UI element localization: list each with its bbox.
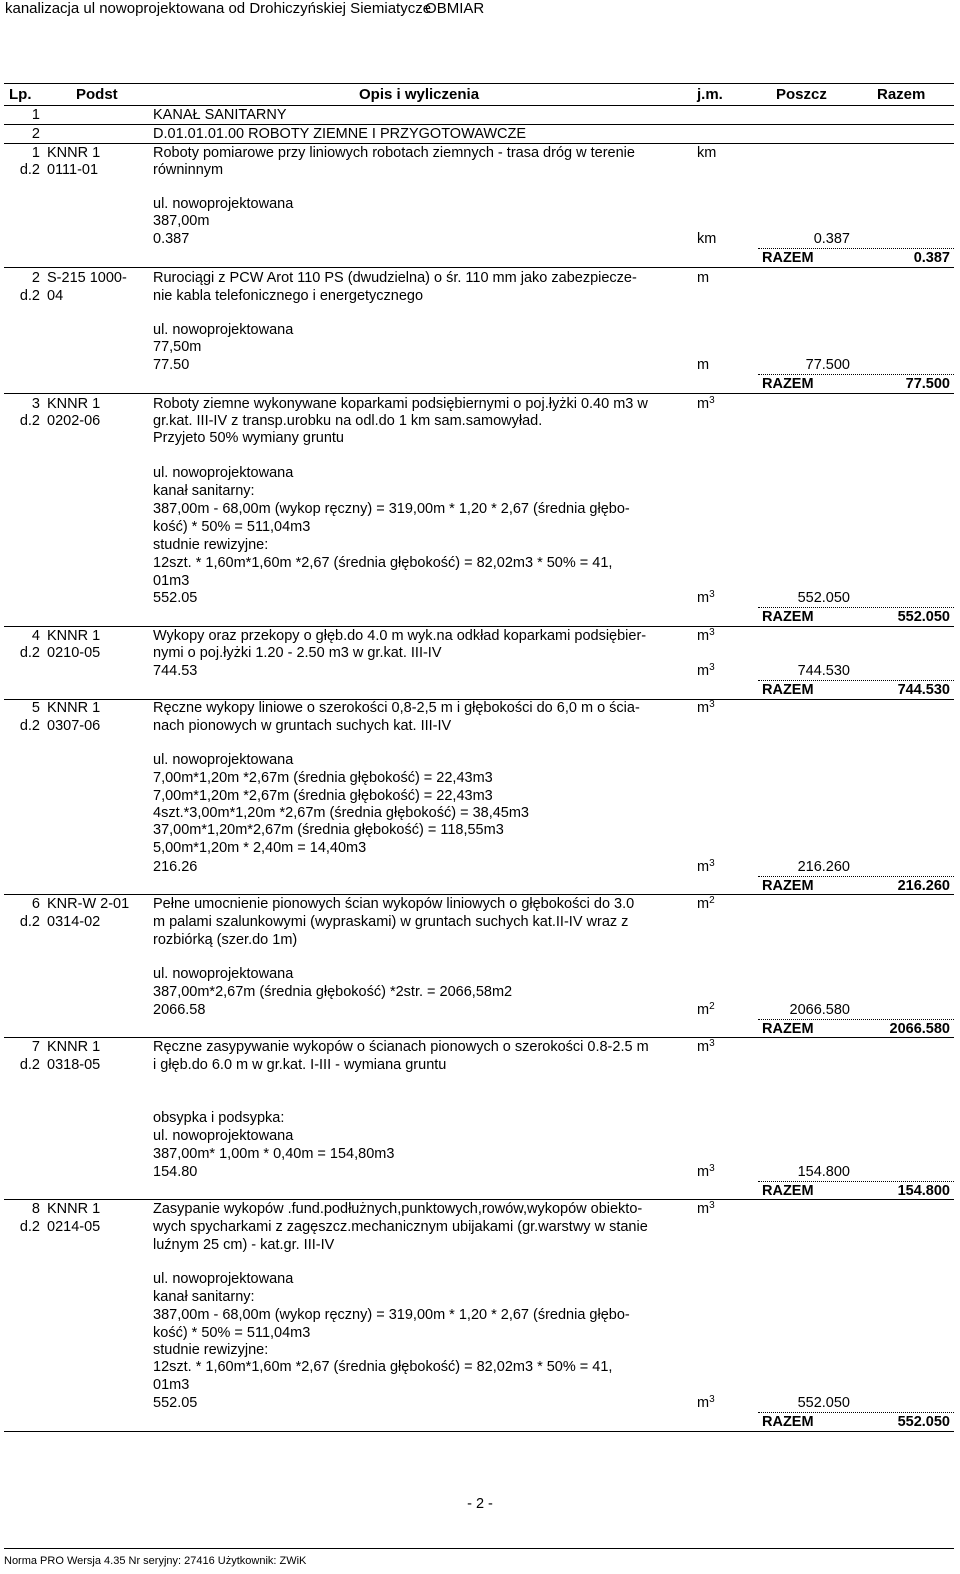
document-title xyxy=(5,0,484,17)
item-jm-unit: m xyxy=(697,628,710,644)
item-lp: 1 xyxy=(31,145,40,161)
item-desc-line: nie kabla telefonicznego i energetycznego xyxy=(153,288,424,304)
footer-rule xyxy=(4,1548,954,1549)
document-title-obmiar: OBMIAR xyxy=(425,0,485,17)
item-desc-line: Ręczne zasypywanie wykopów o ścianach pionowych o szerokości 0.8-2.5 m xyxy=(153,1039,649,1055)
item-jm-exp: 3 xyxy=(709,699,715,710)
item-calc-line: studnie rewizyjne: xyxy=(153,537,269,553)
item-jm xyxy=(697,396,715,413)
item-sum-unit-exp: 2 xyxy=(709,1001,715,1012)
item-desc-line: i głęb.do 6.0 m w gr.kat. I-III - wymiana gruntu xyxy=(153,1057,447,1073)
item-desc-line: Pełne umocnienie pionowych ścian wykopów liniowych o głębokości do 3.0 xyxy=(153,896,635,912)
item-lp-sub: d.2 xyxy=(19,1057,40,1073)
header-razem: Razem xyxy=(877,86,926,103)
item-poszcz: 744.530 xyxy=(797,663,850,679)
item-lp-sub: d.2 xyxy=(19,162,40,178)
item-calc-line: ul. nowoprojektowana xyxy=(153,465,294,481)
item-desc-line: nach pionowych w gruntach suchych kat. III-IV xyxy=(153,718,452,734)
item-desc-line: Wykopy oraz przekopy o głęb.do 4.0 m wyk.na odkład koparkami podsiębier- xyxy=(153,628,647,644)
item-podst-code: 0214-05 xyxy=(47,1219,101,1235)
row-rule xyxy=(4,267,954,268)
item-podst: KNNR 1 xyxy=(47,700,101,716)
item-sum-value: 744.53 xyxy=(153,663,198,679)
row-rule xyxy=(4,124,954,125)
header-opis: Opis i wyliczenia xyxy=(359,86,480,103)
item-calc-line: 7,00m*1,20m *2,67m (średnia głębokość) = 22,43m3 xyxy=(153,788,493,804)
item-desc-line: Zasypanie wykopów .fund.podłużnych,punktowych,rowów,wykopów obiekto- xyxy=(153,1201,643,1217)
item-desc-line: Rurociągi z PCW Arot 110 PS (dwudzielna) o śr. 110 mm jako zabezpiecze- xyxy=(153,270,637,286)
item-desc-line: gr.kat. III-IV z transp.urobku na odl.do 1 km sam.samowyład. xyxy=(153,413,543,429)
item-calc-line: studnie rewizyjne: xyxy=(153,1342,269,1358)
razem-value: 2066.580 xyxy=(889,1021,950,1037)
razem-value: 552.050 xyxy=(897,609,950,625)
razem-separator xyxy=(758,1019,954,1020)
item-podst-code: 0202-06 xyxy=(47,413,101,429)
item-lp: 4 xyxy=(31,628,40,644)
item-sum-unit-m: m xyxy=(697,1164,710,1180)
item-calc-line: 5,00m*1,20m * 2,40m = 14,40m3 xyxy=(153,840,367,856)
item-jm xyxy=(697,1201,715,1218)
item-lp-sub: d.2 xyxy=(19,1219,40,1235)
razem-label: RAZEM xyxy=(762,609,814,625)
item-jm-exp: 3 xyxy=(709,1038,715,1049)
item-sum-unit-exp: 3 xyxy=(709,858,715,869)
item-sum-unit xyxy=(697,590,715,607)
razem-value: 0.387 xyxy=(913,250,950,266)
item-jm-exp: 3 xyxy=(709,627,715,638)
header-top-rule xyxy=(4,83,954,84)
item-sum-value: 2066.58 xyxy=(153,1002,206,1018)
item-podst: KNNR 1 xyxy=(47,628,101,644)
item-jm-unit: m xyxy=(697,1039,710,1055)
item-jm-unit: m xyxy=(697,396,710,412)
item-jm-unit: m xyxy=(697,896,710,912)
item-calc-line: ul. nowoprojektowana xyxy=(153,1271,294,1287)
item-desc-line: równinnym xyxy=(153,162,224,178)
item-lp: 7 xyxy=(31,1039,40,1055)
item-calc-line: kość) * 50% = 511,04m3 xyxy=(153,519,311,535)
item-sum-unit-exp: 3 xyxy=(709,589,715,600)
item-lp: 2 xyxy=(31,270,40,286)
item-calc-line: kanał sanitarny: xyxy=(153,1289,255,1305)
razem-separator xyxy=(758,680,954,681)
row-rule xyxy=(4,143,954,144)
item-sum-unit-m: m xyxy=(697,859,710,875)
item-poszcz: 77.500 xyxy=(805,357,850,373)
item-sum-unit: m xyxy=(697,357,710,373)
row-rule xyxy=(4,1431,954,1432)
item-desc-line: Ręczne wykopy liniowe o szerokości 0,8-2,5 m i głębokości do 6,0 m o ścia- xyxy=(153,700,640,716)
razem-label: RAZEM xyxy=(762,1021,814,1037)
item-desc-line: rozbiórką (szer.do 1m) xyxy=(153,932,298,948)
item-lp: 6 xyxy=(31,896,40,912)
item-podst: S-215 1000- xyxy=(47,270,127,286)
item-sum-value: 0.387 xyxy=(153,231,190,247)
item-poszcz: 154.800 xyxy=(797,1164,850,1180)
item-sum-unit-m: m xyxy=(697,663,710,679)
item-sum-unit-m: m xyxy=(697,1002,710,1018)
item-calc-line: 7,00m*1,20m *2,67m (średnia głębokość) = 22,43m3 xyxy=(153,770,493,786)
item-sum-unit-exp: 3 xyxy=(709,1163,715,1174)
item-calc-line: 387,00m - 68,00m (wykop ręczny) = 319,00m * 1,20 * 2,67 (średnia głębo- xyxy=(153,1307,630,1323)
razem-label: RAZEM xyxy=(762,1183,814,1199)
item-desc-line: nymi o poj.łyżki 1.20 - 2.50 m3 w gr.kat. III-IV xyxy=(153,645,442,661)
item-calc-line: 12szt. * 1,60m*1,60m *2,67 (średnia głębokość) = 82,02m3 * 50% = 41, xyxy=(153,1359,613,1375)
item-podst-code: 0314-02 xyxy=(47,914,101,930)
item-podst-code: 04 xyxy=(47,288,64,304)
item-calc-line: 12szt. * 1,60m*1,60m *2,67 (średnia głębokość) = 82,02m3 * 50% = 41, xyxy=(153,555,613,571)
item-calc-line: kość) * 50% = 511,04m3 xyxy=(153,1325,311,1341)
item-calc-line: obsypka i podsypka: xyxy=(153,1110,285,1126)
item-sum-unit-exp: 3 xyxy=(709,1394,715,1405)
item-sum-unit xyxy=(697,1395,715,1412)
item-podst-code: 0111-01 xyxy=(47,162,99,178)
item-lp-sub: d.2 xyxy=(19,718,40,734)
item-jm: m xyxy=(697,270,710,286)
item-calc-line: ul. nowoprojektowana xyxy=(153,1128,294,1144)
item-calc-line: 37,00m*1,20m*2,67m (średnia głębokość) = 118,55m3 xyxy=(153,822,504,838)
item-calc-line: ul. nowoprojektowana xyxy=(153,196,294,212)
item-lp-sub: d.2 xyxy=(19,645,40,661)
item-jm xyxy=(697,896,715,913)
razem-separator xyxy=(758,248,954,249)
razem-label: RAZEM xyxy=(762,1414,814,1430)
item-calc-line: 01m3 xyxy=(153,1377,190,1393)
item-jm xyxy=(697,628,715,645)
row-rule xyxy=(4,626,954,627)
row-rule xyxy=(4,1199,954,1200)
footer-text: Norma PRO Wersja 4.35 Nr seryjny: 27416 Użytkownik: ZWiK xyxy=(4,1555,307,1567)
item-sum-unit-exp: 3 xyxy=(709,662,715,673)
header-lp: Lp. xyxy=(9,86,32,103)
item-lp-sub: d.2 xyxy=(19,288,40,304)
item-sum-unit-m: m xyxy=(697,1395,710,1411)
item-podst-code: 0210-05 xyxy=(47,645,101,661)
item-podst-code: 0318-05 xyxy=(47,1057,101,1073)
item-desc-line: wych spycharkami z zagęszcz.mechanicznym ubijakami (gr.warstwy w stanie xyxy=(153,1219,648,1235)
item-podst-code: 0307-06 xyxy=(47,718,101,734)
item-poszcz: 0.387 xyxy=(813,231,850,247)
item-desc-line: m palami szalunkowymi (wypraskami) w gruntach suchych kat.II-IV wraz z xyxy=(153,914,629,930)
section-title: D.01.01.01.00 ROBOTY ZIEMNE I PRZYGOTOWAWCZE xyxy=(153,126,527,142)
razem-value: 77.500 xyxy=(905,376,950,392)
item-podst: KNNR 1 xyxy=(47,145,101,161)
item-sum-unit-m: m xyxy=(697,590,710,606)
item-calc-line: ul. nowoprojektowana xyxy=(153,322,294,338)
item-desc-line: luźnym 25 cm) - kat.gr. III-IV xyxy=(153,1237,335,1253)
item-jm-unit: m xyxy=(697,1201,710,1217)
item-lp-sub: d.2 xyxy=(19,413,40,429)
item-lp: 3 xyxy=(31,396,40,412)
item-poszcz: 552.050 xyxy=(797,590,850,606)
razem-separator xyxy=(758,1181,954,1182)
item-sum-unit xyxy=(697,663,715,680)
item-sum-unit xyxy=(697,1164,715,1181)
razem-separator xyxy=(758,876,954,877)
item-calc-line: ul. nowoprojektowana xyxy=(153,752,294,768)
item-desc-line: Roboty pomiarowe przy liniowych robotach ziemnych - trasa dróg w terenie xyxy=(153,145,635,161)
item-jm-exp: 3 xyxy=(709,1200,715,1211)
razem-value: 154.800 xyxy=(897,1183,950,1199)
document-title-text: kanalizacja ul nowoprojektowana od Drohiczyńskiej Siemiatycze xyxy=(5,0,432,17)
row-rule xyxy=(4,894,954,895)
item-sum-unit xyxy=(697,1002,715,1019)
item-podst: KNNR 1 xyxy=(47,1201,101,1217)
item-desc-line: Przyjeto 50% wymiany gruntu xyxy=(153,430,344,446)
header-jm: j.m. xyxy=(697,86,723,103)
item-calc-line: 387,00m* 1,00m * 0,40m = 154,80m3 xyxy=(153,1146,395,1162)
row-rule xyxy=(4,1037,954,1038)
item-jm-unit: m xyxy=(697,700,710,716)
razem-value: 744.530 xyxy=(897,682,950,698)
item-sum-value: 552.05 xyxy=(153,590,198,606)
item-sum-unit xyxy=(697,859,715,876)
item-calc-line: ul. nowoprojektowana xyxy=(153,966,294,982)
razem-value: 216.260 xyxy=(897,878,950,894)
item-sum-unit: km xyxy=(697,231,717,247)
razem-value: 552.050 xyxy=(897,1414,950,1430)
section-lp: 1 xyxy=(31,107,40,123)
header-podst: Podst xyxy=(76,86,118,103)
item-sum-value: 154.80 xyxy=(153,1164,198,1180)
row-rule xyxy=(4,393,954,394)
razem-label: RAZEM xyxy=(762,250,814,266)
item-lp: 5 xyxy=(31,700,40,716)
item-desc-line: Roboty ziemne wykonywane koparkami podsiębiernymi o poj.łyżki 0.40 m3 w xyxy=(153,396,648,412)
item-poszcz: 216.260 xyxy=(797,859,850,875)
razem-separator xyxy=(758,374,954,375)
item-podst: KNNR 1 xyxy=(47,396,101,412)
item-poszcz: 552.050 xyxy=(797,1395,850,1411)
item-calc-line: 387,00m - 68,00m (wykop ręczny) = 319,00m * 1,20 * 2,67 (średnia głębo- xyxy=(153,501,630,517)
header-bottom-rule xyxy=(4,105,954,106)
section-lp: 2 xyxy=(31,126,40,142)
item-jm xyxy=(697,700,715,717)
razem-separator xyxy=(758,607,954,608)
item-jm-exp: 2 xyxy=(709,895,715,906)
header-poszcz: Poszcz xyxy=(776,86,827,103)
item-sum-value: 552.05 xyxy=(153,1395,198,1411)
item-calc-line: 77,50m xyxy=(153,339,202,355)
item-calc-line: 387,00m xyxy=(153,213,210,229)
item-jm xyxy=(697,1039,715,1056)
item-podst: KNR-W 2-01 xyxy=(47,896,130,912)
razem-label: RAZEM xyxy=(762,682,814,698)
razem-label: RAZEM xyxy=(762,376,814,392)
item-calc-line: 387,00m*2,67m (średnia głębokość) *2str. = 2066,58m2 xyxy=(153,984,513,1000)
item-podst: KNNR 1 xyxy=(47,1039,101,1055)
item-poszcz: 2066.580 xyxy=(789,1002,850,1018)
item-calc-line: kanał sanitarny: xyxy=(153,483,255,499)
item-jm-exp: 3 xyxy=(709,395,715,406)
item-jm: km xyxy=(697,145,717,161)
item-calc-line: 01m3 xyxy=(153,573,190,589)
razem-separator xyxy=(758,1412,954,1413)
item-sum-value: 77.50 xyxy=(153,357,190,373)
item-lp-sub: d.2 xyxy=(19,914,40,930)
section-title: KANAŁ SANITARNY xyxy=(153,107,287,123)
razem-label: RAZEM xyxy=(762,878,814,894)
page-number: - 2 - xyxy=(467,1496,493,1512)
item-lp: 8 xyxy=(31,1201,40,1217)
item-calc-line: 4szt.*3,00m*1,20m *2,67m (średnia głębokość) = 38,45m3 xyxy=(153,805,529,821)
item-sum-value: 216.26 xyxy=(153,859,198,875)
